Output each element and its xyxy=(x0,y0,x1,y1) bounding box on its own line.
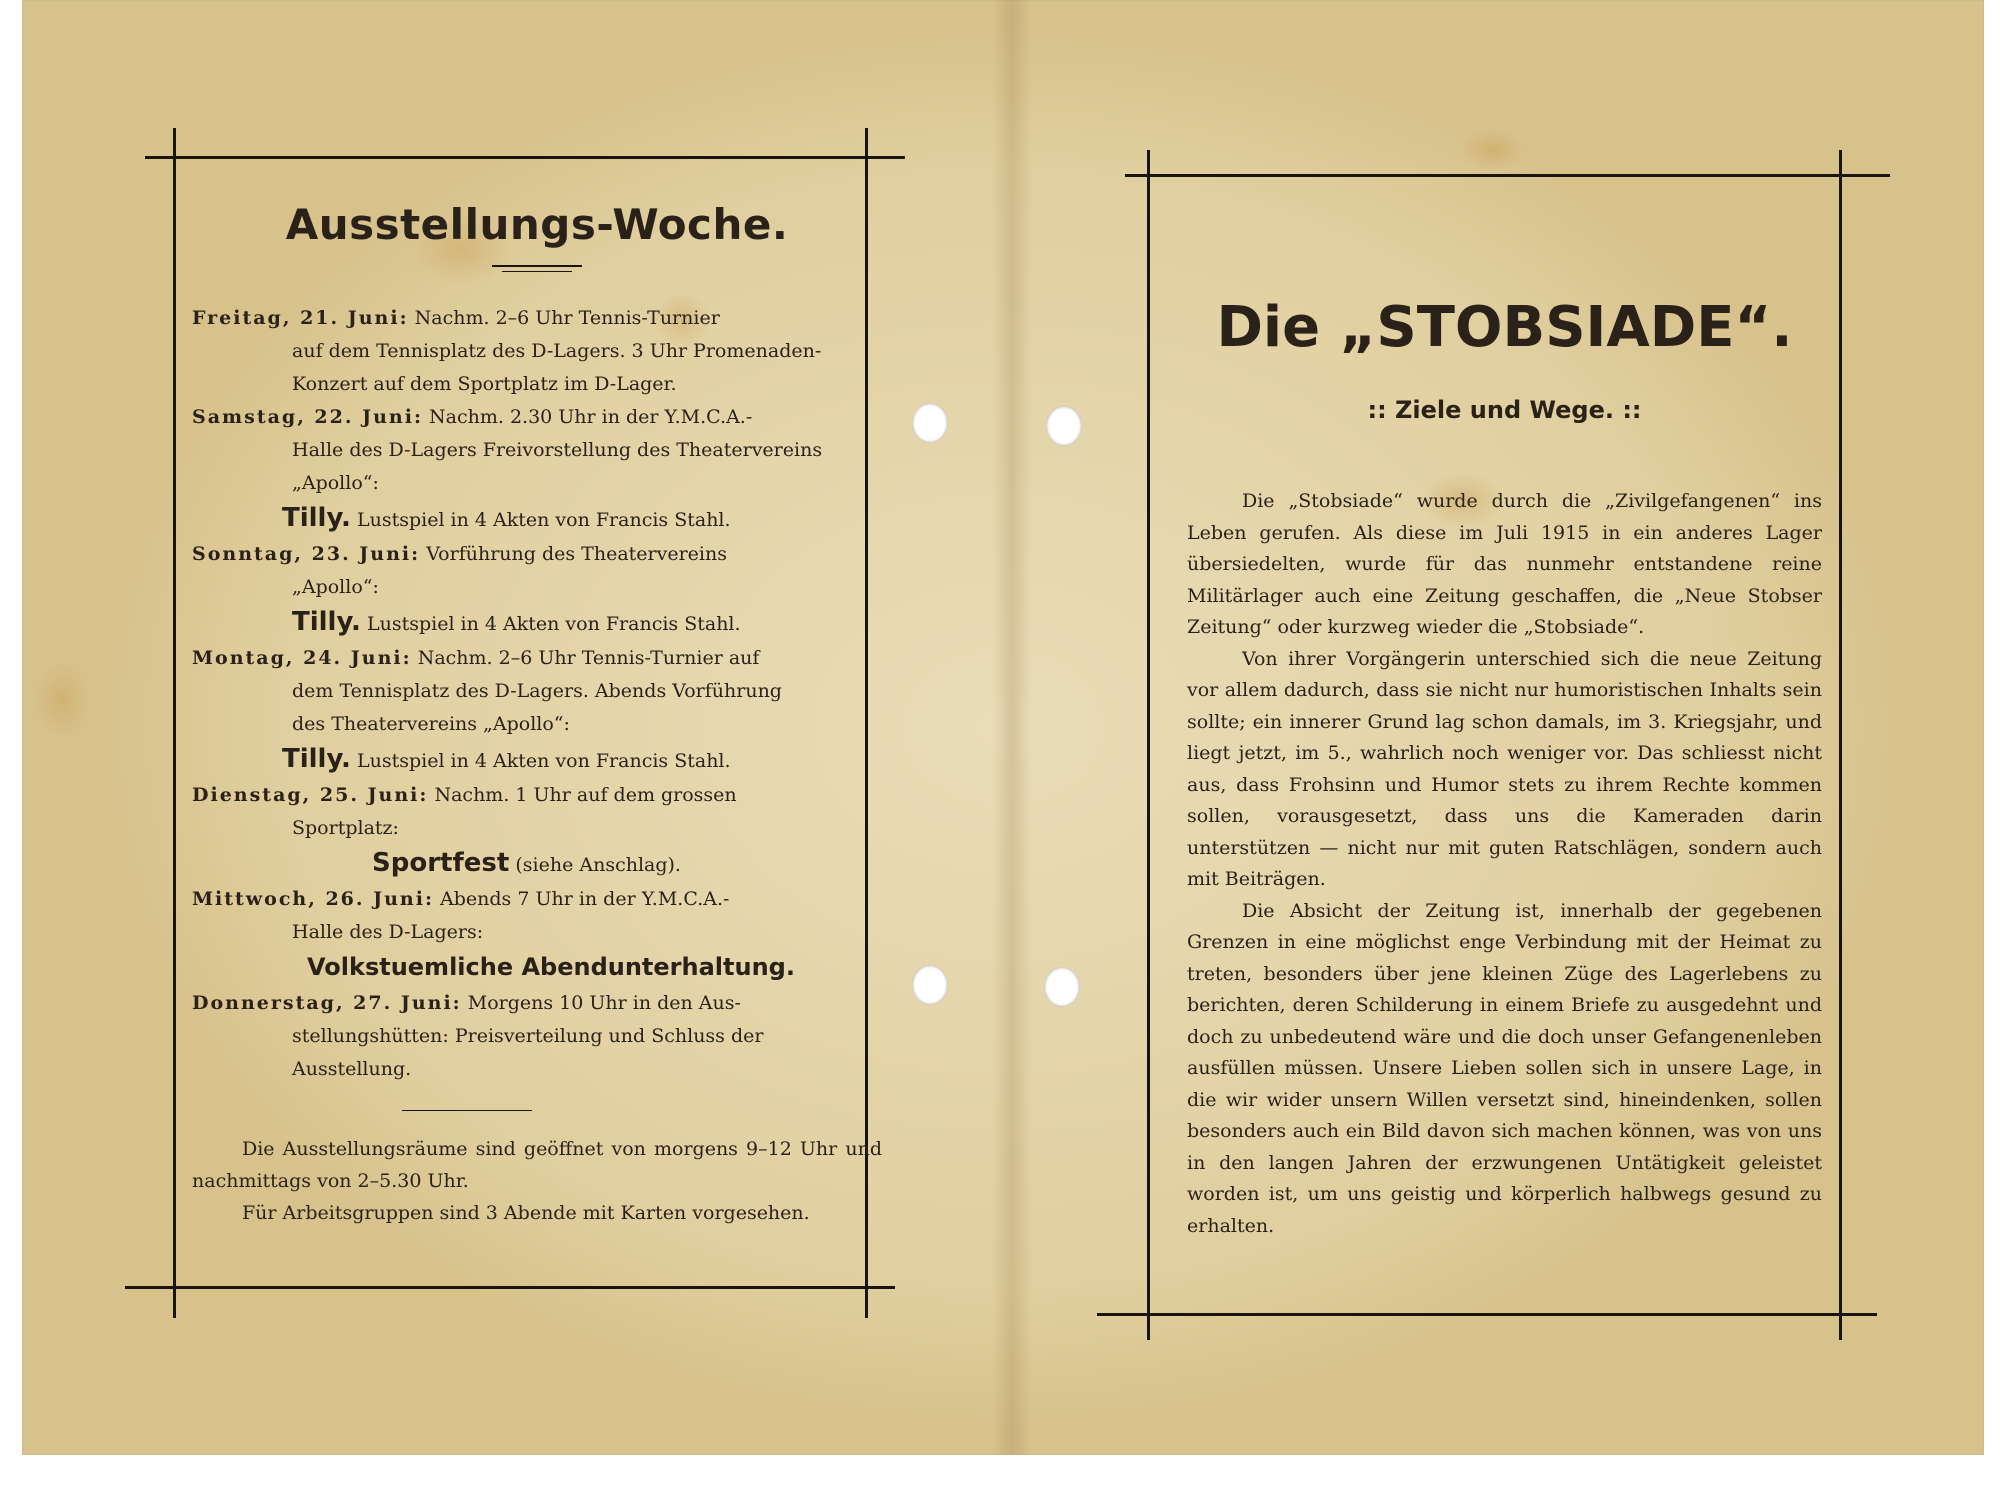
opening-hours-note xyxy=(192,1133,882,1229)
event-text: Morgens 10 Uhr in den Aus- xyxy=(467,992,741,1014)
event-cont: dem Tennisplatz des D-Lagers. Abends Vorführung xyxy=(292,680,782,702)
event-cont: „Apollo“: xyxy=(292,472,379,494)
right-frame-right xyxy=(1839,150,1842,1340)
event-highlight xyxy=(192,949,882,987)
article-paragraph: Die Absicht der Zeitung ist, innerhalb der gegebenen Grenzen in eine möglichst enge Verbindung mit der Heimat zu treten, besonders über jene kleinen Züge des Lagerlebens zu berichten, deren Schilderung in einem Briefe zu ausgedehnt und doch zu unbedeutend wäre und die doch unser Gefangenenleben ausfüllen müssen. Unsere Lieben sollen sich in unsere Lage, in die wir wider unsern Willen versetzt sind, hineindenken, sollen besonders auch ein Bild davon sich machen können, was von uns in den langen Jahren der erzwungenen Untätigkeit geleistet worden ist, um uns geistig und körperlich halbwegs gesund zu erhalten. xyxy=(1187,899,1822,1237)
left-page xyxy=(192,130,882,1229)
highlight-title: Tilly. xyxy=(282,744,351,774)
highlight-title: Volkstuemliche Abendunterhaltung. xyxy=(307,953,795,981)
event-highlight xyxy=(192,741,882,779)
punch-hole xyxy=(912,965,948,1005)
highlight-text: Lustspiel in 4 Akten von Francis Stahl. xyxy=(356,509,731,531)
event-text: Nachm. 2.30 Uhr in der Y.M.C.A.- xyxy=(429,406,753,428)
event-cont: „Apollo“: xyxy=(292,576,379,598)
event-day: Freitag, 21. Juni: xyxy=(192,307,409,329)
highlight-text: (siehe Anschlag). xyxy=(515,854,681,876)
event-friday xyxy=(192,302,882,401)
right-page xyxy=(1187,175,1822,1242)
left-frame-bottom xyxy=(125,1286,895,1289)
event-thursday xyxy=(192,987,882,1086)
event-day: Dienstag, 25. Juni: xyxy=(192,784,429,806)
right-frame-bottom xyxy=(1097,1313,1877,1316)
event-text: Nachm. 2–6 Uhr Tennis-Turnier auf xyxy=(417,647,760,669)
article-paragraph: Die „Stobsiade“ wurde durch die „Zivilgefangenen“ ins Leben gerufen. Als diese im Juli 1915 in ein anderes Lager übersiedelten, wurde für das nunmehr entstandene reine Militärlager auch eine Zeitung geschaffen, die „Neue Stobser Zeitung“ oder kurzweg wieder die „Stobsiade“. xyxy=(1187,490,1822,638)
event-cont: Halle des D-Lagers: xyxy=(292,921,484,943)
event-text: Nachm. 1 Uhr auf dem grossen xyxy=(434,784,737,806)
highlight-title: Tilly. xyxy=(282,503,351,533)
event-day: Samstag, 22. Juni: xyxy=(192,406,423,428)
event-day: Donnerstag, 27. Juni: xyxy=(192,992,462,1014)
event-day: Montag, 24. Juni: xyxy=(192,647,412,669)
left-frame-left xyxy=(173,128,176,1318)
event-highlight xyxy=(192,604,882,642)
article-title: Die „STOBSIADE“. xyxy=(1216,295,1793,360)
note-paragraph: Für Arbeitsgruppen sind 3 Abende mit Karten vorgesehen. xyxy=(242,1202,810,1224)
article-subtitle: :: Ziele und Wege. :: xyxy=(1367,396,1642,424)
event-highlight xyxy=(192,845,882,883)
title-rule-thin xyxy=(502,271,572,272)
right-frame-left xyxy=(1147,150,1150,1340)
page-title: Ausstellungs-Woche. xyxy=(285,200,789,249)
event-day: Mittwoch, 26. Juni: xyxy=(192,888,434,910)
highlight-title: Tilly. xyxy=(292,607,361,637)
title-rule xyxy=(492,265,582,267)
event-tuesday xyxy=(192,779,882,883)
event-day: Sonntag, 23. Juni: xyxy=(192,543,421,565)
highlight-text: Lustspiel in 4 Akten von Francis Stahl. xyxy=(356,750,731,772)
note-paragraph: Die Ausstellungsräume sind geöffnet von morgens 9–12 Uhr und nachmittags von 2–5.30 Uhr. xyxy=(192,1138,882,1192)
event-text: Abends 7 Uhr in der Y.M.C.A.- xyxy=(440,888,730,910)
article-paragraph: Von ihrer Vorgängerin unterschied sich die neue Zeitung vor allem dadurch, dass sie nicht nur humoristischen Inhalts sein sollte; ein innerer Grund lag schon damals, im 3. Kriegsjahr, und liegt jetzt, im 5., wahrlich noch weniger vor. Das schliesst nicht aus, dass Frohsinn und Humor stets zu ihrem Rechte kommen sollen, vorausgesetzt, dass uns die Kameraden darin unterstützen — nicht nur mit guten Ratschlägen, sondern auch mit Beiträgen. xyxy=(1187,647,1822,890)
punch-hole xyxy=(1044,967,1080,1007)
event-saturday xyxy=(192,401,882,538)
article-body xyxy=(1187,486,1822,1242)
event-monday xyxy=(192,642,882,779)
highlight-text: Lustspiel in 4 Akten von Francis Stahl. xyxy=(366,613,741,635)
event-cont: stellungshütten: Preisverteilung und Schluss der xyxy=(292,1025,764,1047)
event-cont: auf dem Tennisplatz des D-Lagers. 3 Uhr Promenaden- xyxy=(292,340,822,362)
event-cont: Konzert auf dem Sportplatz im D-Lager. xyxy=(292,373,677,395)
event-wednesday xyxy=(192,883,882,987)
punch-hole xyxy=(912,403,948,443)
center-fold xyxy=(992,0,1032,1455)
section-divider xyxy=(402,1110,532,1111)
event-cont: Halle des D-Lagers Freivorstellung des Theatervereins xyxy=(292,439,823,461)
event-highlight xyxy=(192,500,882,538)
paper-sheet xyxy=(22,0,1984,1455)
punch-hole xyxy=(1046,406,1082,446)
event-cont: Ausstellung. xyxy=(292,1058,412,1080)
event-cont: des Theatervereins „Apollo“: xyxy=(292,713,570,735)
event-text: Nachm. 2–6 Uhr Tennis-Turnier xyxy=(414,307,720,329)
event-text: Vorführung des Theatervereins xyxy=(426,543,727,565)
event-cont: Sportplatz: xyxy=(292,817,399,839)
highlight-title: Sportfest xyxy=(372,848,510,878)
event-sunday xyxy=(192,538,882,642)
